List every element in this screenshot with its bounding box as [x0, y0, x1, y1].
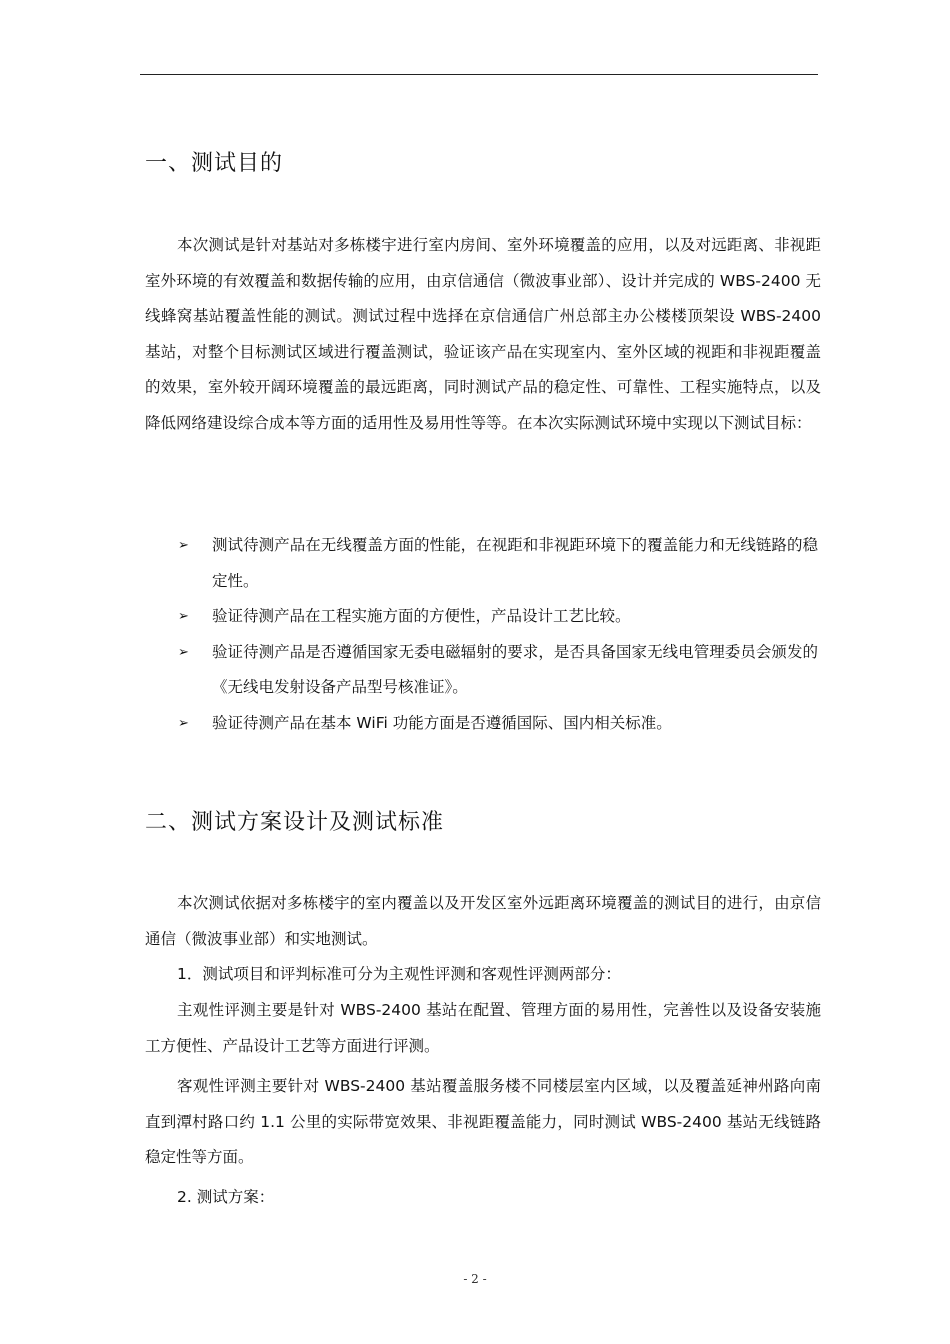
section2-item2: 2. 测试方案： — [177, 1188, 275, 1206]
section2-intro-paragraph: 本次测试依据对多栋楼宇的室内覆盖以及开发区室外远距离环境覆盖的测试目的进行，由京信通信（微波事业部）和实地测试。 — [145, 894, 821, 948]
arrow-bullet-icon: ➢ — [178, 715, 189, 731]
list-item-text: 测试待测产品在无线覆盖方面的性能，在视距和非视距环境下的覆盖能力和无线链路的稳定性。 — [212, 536, 818, 590]
list-item — [178, 706, 818, 742]
section2-item1: 1．测试项目和评判标准可分为主观性评测和客观性评测两部分： — [177, 965, 621, 983]
list-item-text: 验证待测产品在基本 WiFi 功能方面是否遵循国际、国内相关标准。 — [212, 713, 672, 732]
test-goals-list — [178, 528, 818, 741]
arrow-bullet-icon: ➢ — [178, 609, 189, 624]
page-number: - 2 - — [463, 1272, 487, 1286]
list-item — [178, 599, 818, 635]
list-item-text: 验证待测产品在工程实施方面的方便性，产品设计工艺比较。 — [212, 607, 631, 625]
header-rule — [140, 74, 818, 75]
subjective-evaluation-paragraph: 主观性评测主要是针对 WBS-2400 基站在配置、管理方面的易用性，完善性以及设备安装施工方便性、产品设计工艺等方面进行评测。 — [145, 1001, 821, 1055]
section1-intro-paragraph: 本次测试是针对基站对多栋楼宇进行室内房间、室外环境覆盖的应用，以及对远距离、非视距室外环境的有效覆盖和数据传输的应用，由京信通信（微波事业部）、设计并完成的 WBS-2400 无线蜂窝基站覆盖性能的测试。测试过程中选择在京信通信广州总部主办公楼楼顶架设 WBS-2400 基站，对整个目标测试区域进行覆盖测试，验证该产品在实现室内、室外区域的视距和非视距覆盖的效果，室外较开阔环境覆盖的最远距离，同时测试产品的稳定性、可靠性、工程实施特点，以及降低网络建设综合成本等方面的适用性及易用性等等。在本次实际测试环境中实现以下测试目标： — [145, 236, 821, 432]
section1-heading: 一、测试目的 — [145, 151, 284, 176]
objective-evaluation-paragraph: 客观性评测主要针对 WBS-2400 基站覆盖服务楼不同楼层室内区域，以及覆盖延神州路向南直到潭村路口约 1.1 公里的实际带宽效果、非视距覆盖能力，同时测试 WBS-2400 基站无线链路稳定性等方面。 — [145, 1077, 821, 1166]
list-item — [178, 635, 818, 706]
list-item-text: 验证待测产品是否遵循国家无委电磁辐射的要求，是否具备国家无线电管理委员会颁发的《无线电发射设备产品型号核准证》。 — [212, 642, 818, 696]
arrow-bullet-icon: ➢ — [178, 538, 189, 553]
section2-heading: 二、测试方案设计及测试标准 — [145, 810, 445, 835]
arrow-bullet-icon: ➢ — [178, 644, 189, 660]
list-item — [178, 528, 818, 599]
